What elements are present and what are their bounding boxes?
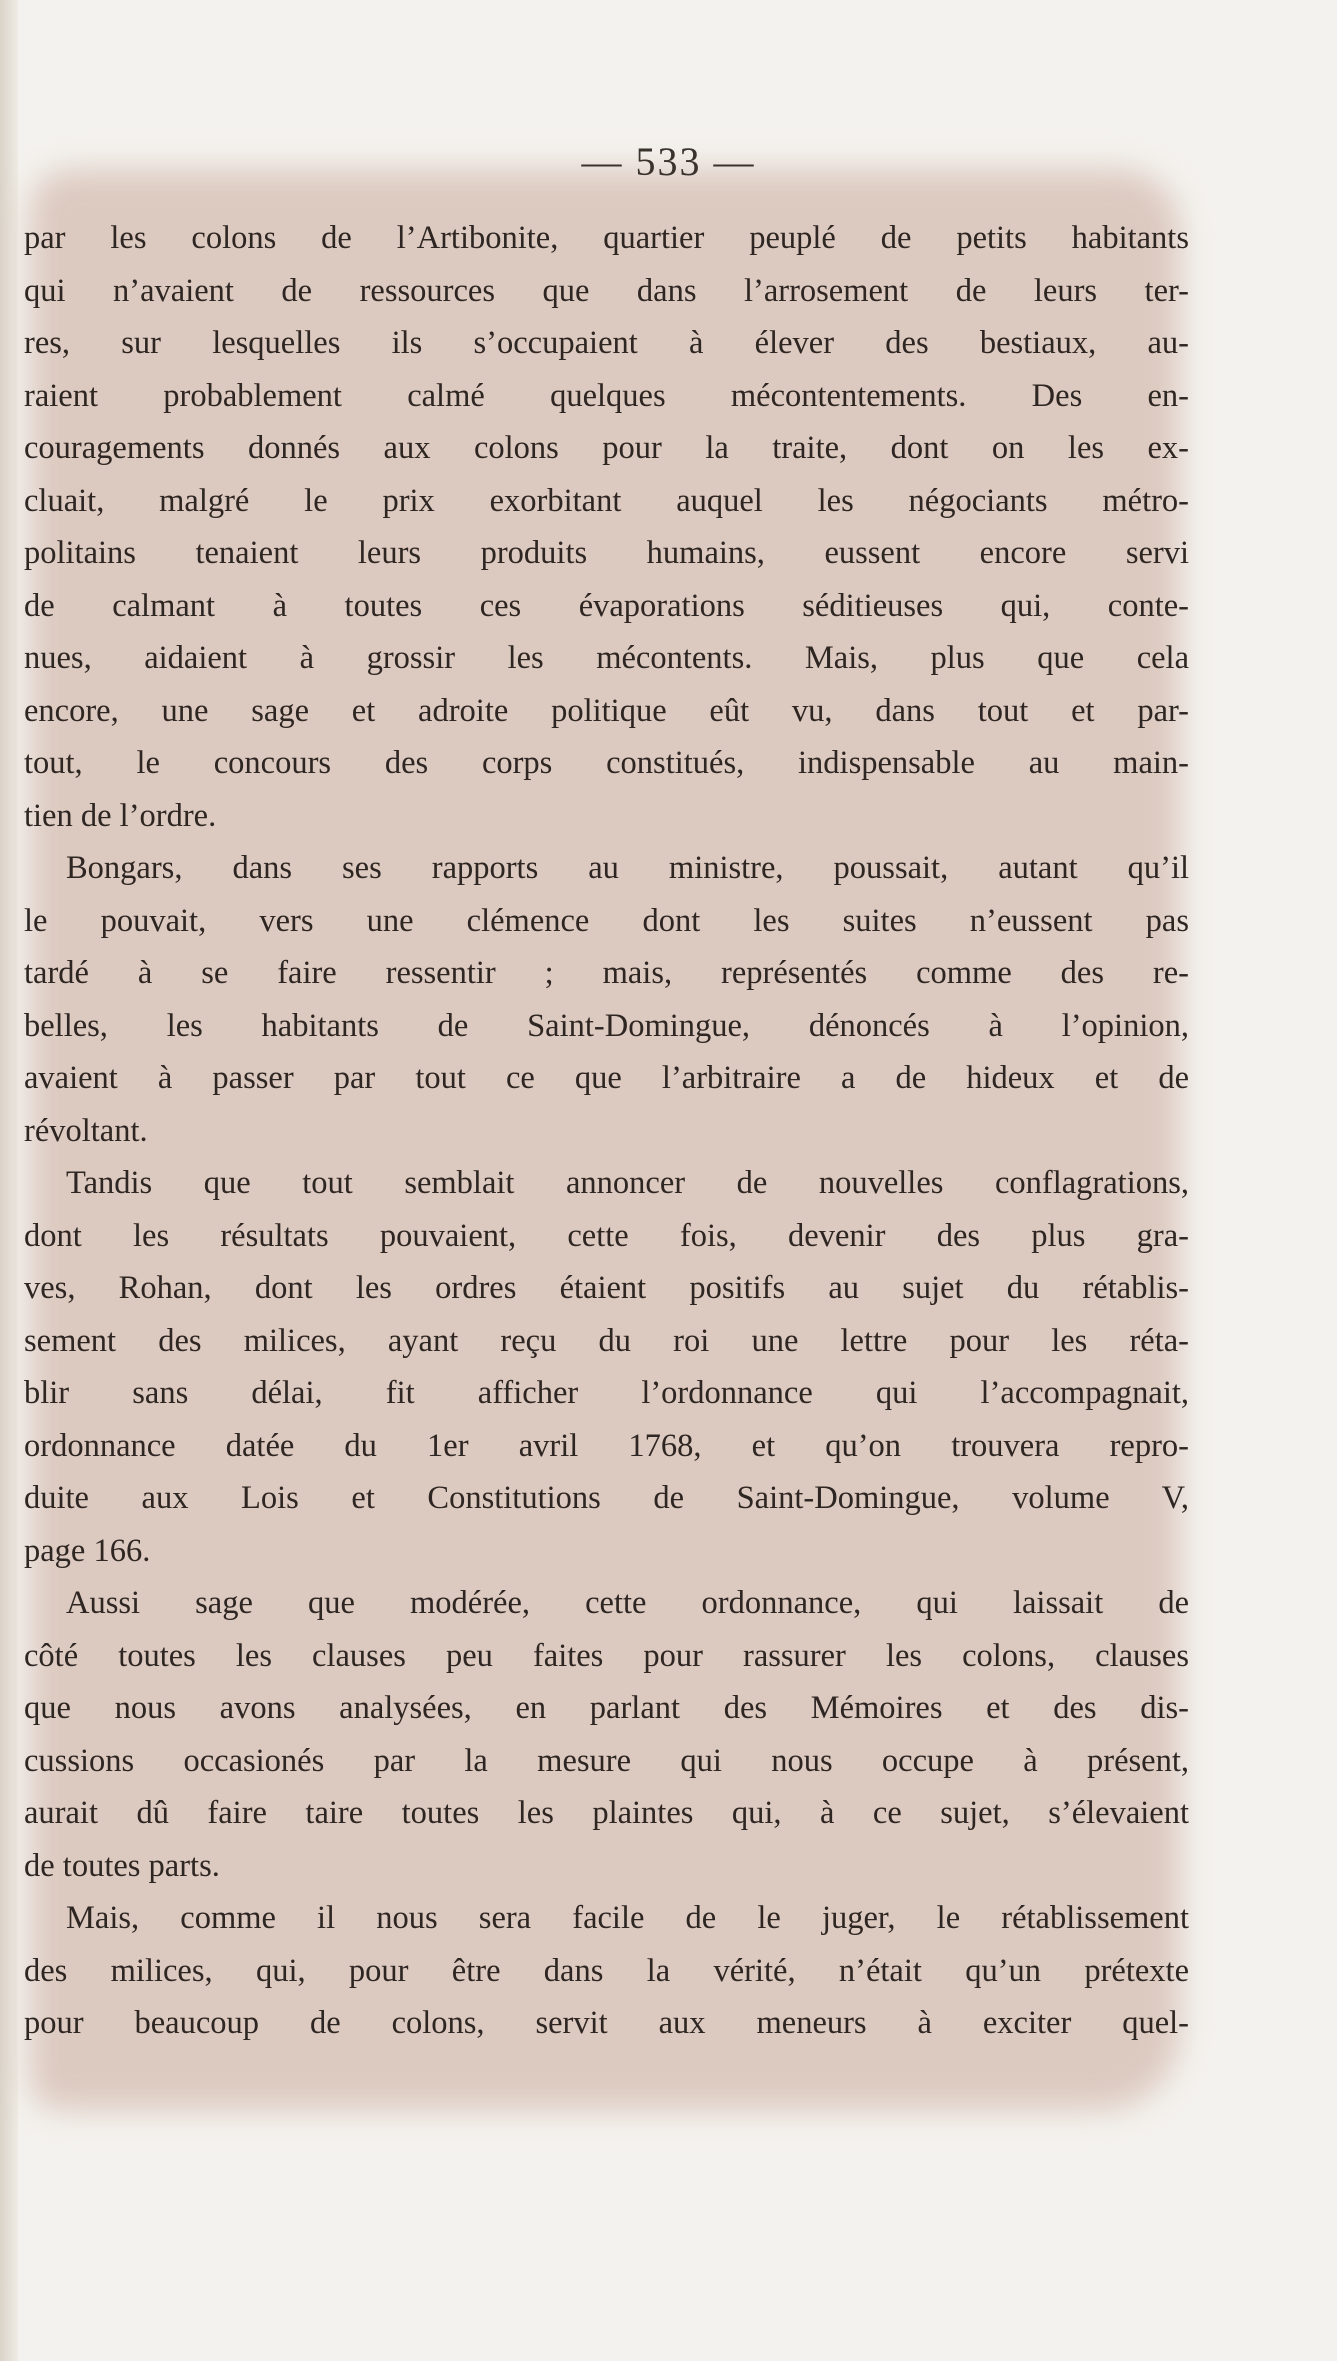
text-line: encore, une sage et adroite politique eût vu, dans tout et par- xyxy=(24,692,1189,729)
paragraph-5 xyxy=(24,1892,1189,2050)
text-line: Tandis que tout semblait annoncer de nouvelles conflagrations, xyxy=(66,1165,1189,1201)
text-line: de toutes parts. xyxy=(24,1847,220,1884)
body-text xyxy=(24,212,1189,2050)
text-line: tien de l’ordre. xyxy=(24,797,217,834)
text-line: tout, le concours des corps constitués, indispensable au main- xyxy=(24,745,1189,781)
text-line: le pouvait, vers une clémence dont les suites n’eussent pas xyxy=(24,902,1189,939)
text-line: des milices, qui, pour être dans la vérité, n’était qu’un prétexte xyxy=(24,1952,1189,1989)
paragraph-4 xyxy=(24,1577,1189,1892)
text-line: que nous avons analysées, en parlant des Mémoires et des dis- xyxy=(24,1690,1189,1726)
text-line: duite aux Lois et Constitutions de Saint-Domingue, volume V, xyxy=(24,1480,1189,1516)
text-line: cluait, malgré le prix exorbitant auquel les négociants métro- xyxy=(24,482,1189,519)
text-line: politains tenaient leurs produits humains, eussent encore servi xyxy=(24,535,1189,571)
paragraph-3 xyxy=(24,1157,1189,1577)
text-line: ves, Rohan, dont les ordres étaient positifs au sujet du rétablis- xyxy=(24,1270,1189,1306)
text-line: de calmant à toutes ces évaporations séditieuses qui, conte- xyxy=(24,587,1189,624)
text-line: Bongars, dans ses rapports au ministre, poussait, autant qu’il xyxy=(66,850,1189,886)
text-line: blir sans délai, fit afficher l’ordonnance qui l’accompagnait, xyxy=(24,1375,1189,1411)
text-line: révoltant. xyxy=(24,1112,148,1149)
text-line: couragements donnés aux colons pour la traite, dont on les ex- xyxy=(24,430,1189,466)
text-line: raient probablement calmé quelques mécontentements. Des en- xyxy=(24,377,1189,414)
text-line: côté toutes les clauses peu faites pour rassurer les colons, clauses xyxy=(24,1637,1189,1674)
paragraph-1 xyxy=(24,212,1189,842)
text-line: avaient à passer par tout ce que l’arbitraire a de hideux et de xyxy=(24,1060,1189,1096)
text-line: sement des milices, ayant reçu du roi une lettre pour les réta- xyxy=(24,1322,1189,1359)
text-line: ordonnance datée du 1er avril 1768, et qu’on trouvera repro- xyxy=(24,1427,1189,1464)
text-line: cussions occasionés par la mesure qui nous occupe à présent, xyxy=(24,1742,1189,1779)
text-line: Mais, comme il nous sera facile de le juger, le rétablissement xyxy=(66,1900,1189,1936)
text-line: qui n’avaient de ressources que dans l’arrosement de leurs ter- xyxy=(24,272,1189,309)
text-line: res, sur lesquelles ils s’occupaient à élever des bestiaux, au- xyxy=(24,325,1189,361)
text-line: nues, aidaient à grossir les mécontents. Mais, plus que cela xyxy=(24,640,1189,676)
text-line: par les colons de l’Artibonite, quartier peuplé de petits habitants xyxy=(24,220,1189,256)
text-line: aurait dû faire taire toutes les plaintes qui, à ce sujet, s’élevaient xyxy=(24,1795,1189,1831)
text-line: Aussi sage que modérée, cette ordonnance, qui laissait de xyxy=(66,1585,1189,1621)
text-line: pour beaucoup de colons, servit aux meneurs à exciter quel- xyxy=(24,2005,1189,2041)
page-number: — 533 — xyxy=(581,139,756,184)
text-line: tardé à se faire ressentir ; mais, représentés comme des re- xyxy=(24,955,1189,991)
page-gutter xyxy=(0,0,18,2361)
text-line: page 166. xyxy=(24,1532,151,1569)
text-line: dont les résultats pouvaient, cette fois, devenir des plus gra- xyxy=(24,1217,1189,1254)
paragraph-2 xyxy=(24,842,1189,1157)
text-line: belles, les habitants de Saint-Domingue, dénoncés à l’opinion, xyxy=(24,1007,1189,1044)
